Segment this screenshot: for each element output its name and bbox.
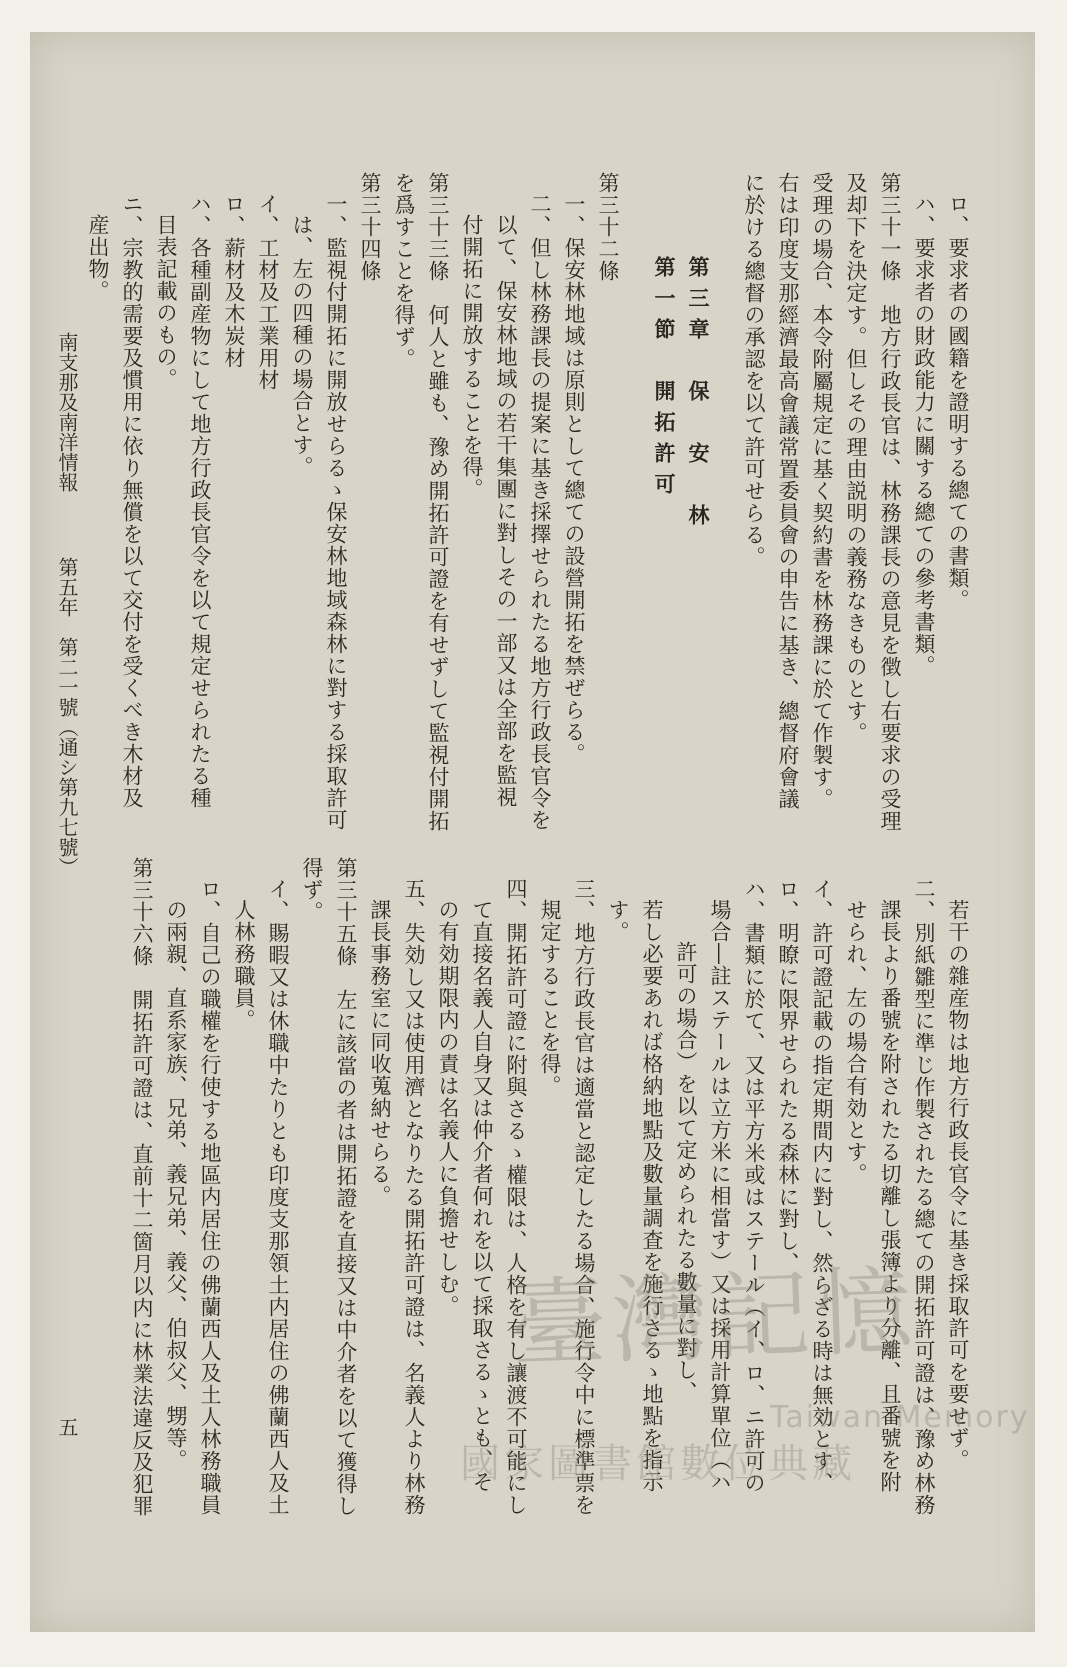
lower-text-line: イ、許可證記載の指定期間内に對し、然らざる時は無効とす、 xyxy=(810,878,834,1494)
upper-text-line: 第三十四條 xyxy=(358,172,382,282)
upper-text-line: ハ、要求者の財政能力に關する總ての參考書類。 xyxy=(912,193,936,677)
upper-text-line: は、左の四種の場合とす。 xyxy=(290,214,314,478)
lower-text-line: 三、地方行政長官は適當と認定したる場合、施行令中に標準票を xyxy=(572,878,596,1516)
lower-text-line: イ、賜暇又は休職中たりとも印度支那領土内居住の佛蘭西人及土 xyxy=(266,878,290,1516)
upper-text-line xyxy=(625,172,647,972)
lower-text-line: 得ず。 xyxy=(300,857,324,923)
lower-text-line: て直接名義人自身又は仲介者何れを以て採取さるゝとも、そ xyxy=(470,899,494,1493)
upper-text-line: ロ、薪材及木炭材 xyxy=(222,193,246,369)
upper-text-line: に於ける總督の承認を以て許可せらる。 xyxy=(742,172,766,568)
watermark-english: Taiwan Memory xyxy=(770,1400,1030,1435)
lower-text-line: 四、開拓許可證に附與さるゝ權限は、人格を有し讓渡不可能にし xyxy=(504,878,528,1516)
upper-text-line: 一、監視付開拓に開放せらるゝ保安林地域森林に對する採取許可 xyxy=(324,193,348,831)
upper-text-line: 右は印度支那經濟最高會議常置委員會の申告に基き、總督府會議 xyxy=(776,172,800,810)
upper-text-line: 第三十二條 xyxy=(596,172,620,282)
upper-text-line: ハ、各種副産物にして地方行政長官令を以て規定せられたる種 xyxy=(188,193,212,809)
lower-text-line: 規定することを得。 xyxy=(538,899,562,1097)
lower-text-line: 課長より番號を附されたる切離し張簿より分離、且番號を附 xyxy=(878,899,902,1493)
lower-text-line: 人林務職員。 xyxy=(232,899,256,1031)
lower-text-line: ロ、明瞭に限界せられたる森林に對し、 xyxy=(776,878,800,1274)
lower-text-line: の兩親、直系家族、兄弟、義兄弟、義父、伯叔父、甥等。 xyxy=(164,899,188,1471)
lower-text-line: せられ、左の場合有効とす。 xyxy=(844,899,868,1185)
upper-heading: 第三章 保 安 林 xyxy=(686,256,711,535)
lower-text-line: 若し必要あれば格納地點及數量調査を施行さるゝ地點を指示 xyxy=(640,899,664,1493)
footer-publication: 南支那及南洋情報 xyxy=(55,332,79,492)
lower-text-line: 許可の場合）を以て定められたる數量に對し、 xyxy=(674,941,698,1403)
lower-text-line: 五、失効し又は使用濟となりたる開拓許可證は、名義人より林務 xyxy=(402,878,426,1516)
lower-text-line: 二、別紙雛型に準じ作製されたる總ての開拓許可證は、豫め林務 xyxy=(912,878,936,1516)
upper-text-line: 産出物。 xyxy=(86,214,110,302)
upper-text-line: 第三十三條 何人と雖も、豫め開拓許可證を有せずして監視付開拓 xyxy=(426,172,450,832)
lower-text-block xyxy=(125,857,975,1617)
upper-text-line: 第三十一條 地方行政長官は、林務課長の意見を徴し右要求の受理 xyxy=(878,172,902,832)
upper-text-line: を爲すことを得ず。 xyxy=(392,172,416,370)
document-page xyxy=(30,32,1035,1632)
lower-text-line: 第三十六條 開拓許可證は、直前十二箇月以内に林業法違反及犯罪 xyxy=(130,857,154,1517)
upper-text-line: 以て、保安林地域の若干集團に對しその一部又は全部を監視 xyxy=(494,214,518,808)
upper-text-line: 一、保安林地域は原則として總ての設營開拓を禁ぜらる。 xyxy=(562,193,586,765)
lower-text-line: す。 xyxy=(606,899,630,943)
upper-text-line: イ、工材及工業用材 xyxy=(256,193,280,391)
watermark-logo-text: 臺灣記憶 xyxy=(508,1254,921,1382)
lower-text-line: 若干の雜産物は地方行政長官令に基き採取許可を要せず。 xyxy=(946,899,970,1471)
lower-text-line: ロ、自己の職權を行使する地區内居住の佛蘭西人及土人林務職員 xyxy=(198,878,222,1516)
lower-text-line: の有効期限内の責は名義人に負擔せしむ。 xyxy=(436,899,460,1317)
upper-text-line: ニ、宗教的需要及慣用に依り無償を以て交付を受くべき木材及 xyxy=(120,193,144,809)
lower-text-line: ハ、書類に於て、又は平方米或はステール（イ、ロ、ニ許可の xyxy=(742,878,766,1494)
upper-text-line: 受理の場合、本令附屬規定に基く契約書を林務課に於て作製す。 xyxy=(810,172,834,810)
footer-page-number: 五 xyxy=(55,1417,79,1437)
lower-text-line: 課長事務室に同收蒐納せらる。 xyxy=(368,899,392,1207)
watermark-subtitle: 國家圖書館數位典藏 xyxy=(460,1441,856,1487)
upper-text-line: 二、但し林務課長の提案に基き採擇せられたる地方行政長官令を xyxy=(528,193,552,831)
upper-text-line: 目表記載のもの。 xyxy=(154,214,178,390)
footer-issue: 第五年 第二一號（通シ第九七號） xyxy=(55,557,79,877)
upper-text-line xyxy=(715,172,737,972)
upper-text-block xyxy=(81,172,975,972)
upper-text-line: ロ、要求者の國籍を證明する總ての書類。 xyxy=(946,193,970,611)
lower-text-line: 第三十五條 左に該當の者は開拓證を直接又は中介者を以て獲得し xyxy=(334,857,358,1517)
upper-text-line: 付開拓に開放することを得。 xyxy=(460,214,484,500)
lower-text-line: 場合―註ステールは立方米に相當す）又は採用計算單位（ハ xyxy=(708,899,732,1493)
upper-heading: 第一節 開拓許可 xyxy=(652,256,677,504)
upper-text-line: 及却下を決定す。但しその理由説明の義務なきものとす。 xyxy=(844,172,868,744)
